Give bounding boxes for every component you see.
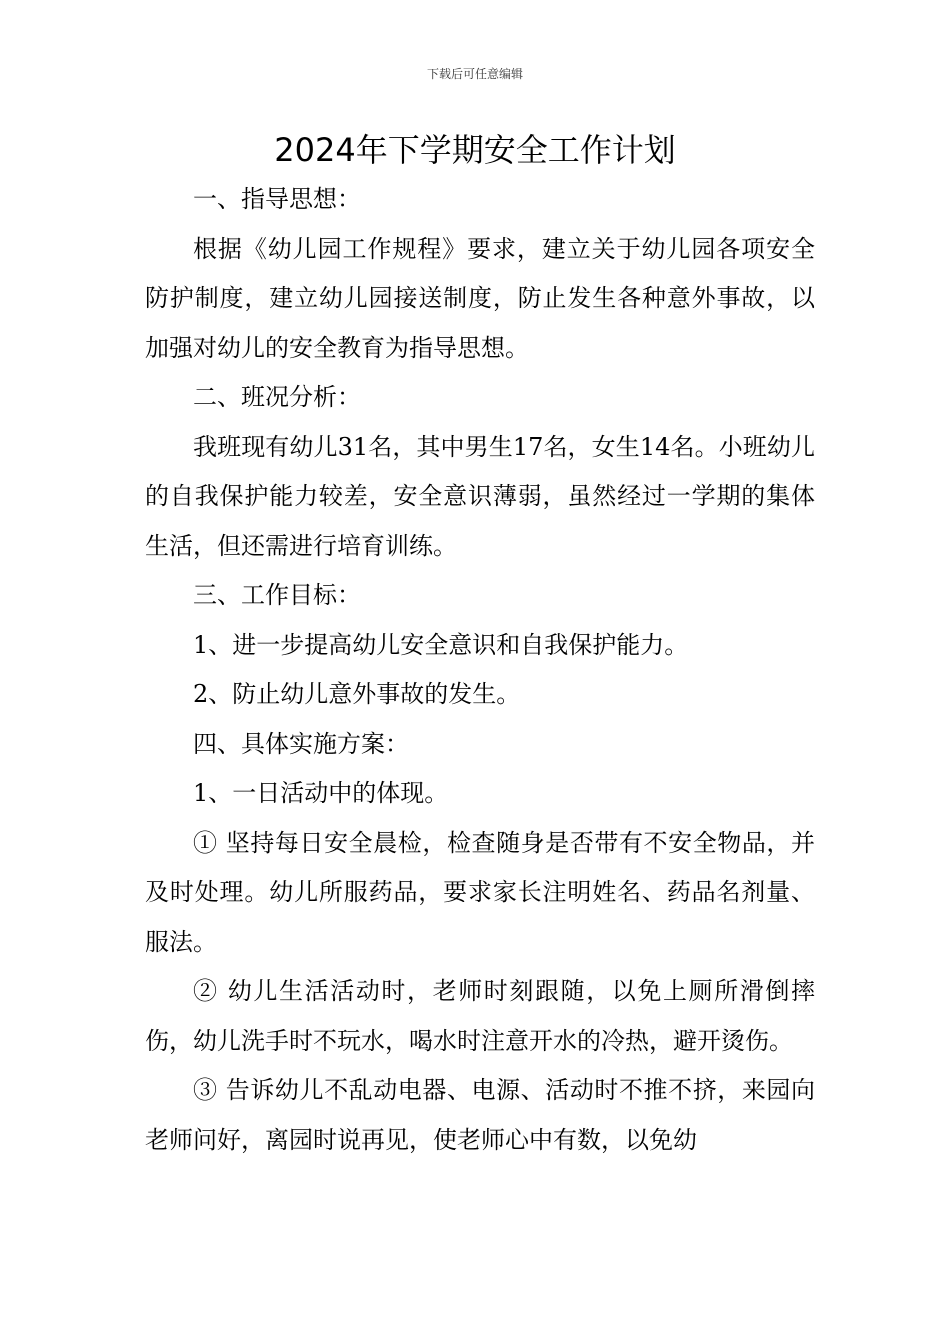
implementation-item-3: ③ 告诉幼儿不乱动电器、电源、活动时不推不挤，来园向老师问好，离园时说再见，使老师心中有数，以免幼	[145, 1076, 815, 1154]
goal-item-2: 2、防止幼儿意外事故的发生。	[193, 680, 521, 708]
implementation-item-1: ① 坚持每日安全晨检，检查随身是否带有不安全物品，并及时处理。幼儿所服药品，要求家长注明姓名、药品名剂量、服法。	[145, 828, 815, 956]
section-heading-work-goals: 三、工作目标：	[193, 581, 361, 609]
paragraph-guiding-ideology: 根据《幼儿园工作规程》要求，建立关于幼儿园各项安全防护制度，建立幼儿园接送制度，防止发生各种意外事故，以加强对幼儿的安全教育为指导思想。	[145, 234, 815, 362]
document-body	[145, 175, 815, 1165]
page-header-note: 下载后可任意编辑	[426, 67, 523, 81]
goal-item-1: 1、进一步提高幼儿安全意识和自我保护能力。	[193, 630, 689, 659]
section-heading-guiding-ideology: 一、指导思想：	[193, 185, 361, 213]
implementation-item-2: ② 幼儿生活活动时，老师时刻跟随，以免上厕所滑倒摔伤，幼儿洗手时不玩水，喝水时注意开水的冷热，避开烫伤。	[145, 977, 815, 1055]
paragraph-class-analysis: 我班现有幼儿31名，其中男生17名，女生14名。小班幼儿的自我保护能力较差，安全意识薄弱，虽然经过一学期的集体生活，但还需进行培育训练。	[145, 432, 815, 560]
document-title: 2024年下学期安全工作计划	[274, 131, 676, 169]
section-heading-class-analysis: 二、班况分析：	[193, 383, 361, 411]
section-heading-implementation: 四、具体实施方案：	[193, 729, 409, 758]
implementation-subheading-1: 1、一日活动中的体现。	[193, 779, 449, 807]
